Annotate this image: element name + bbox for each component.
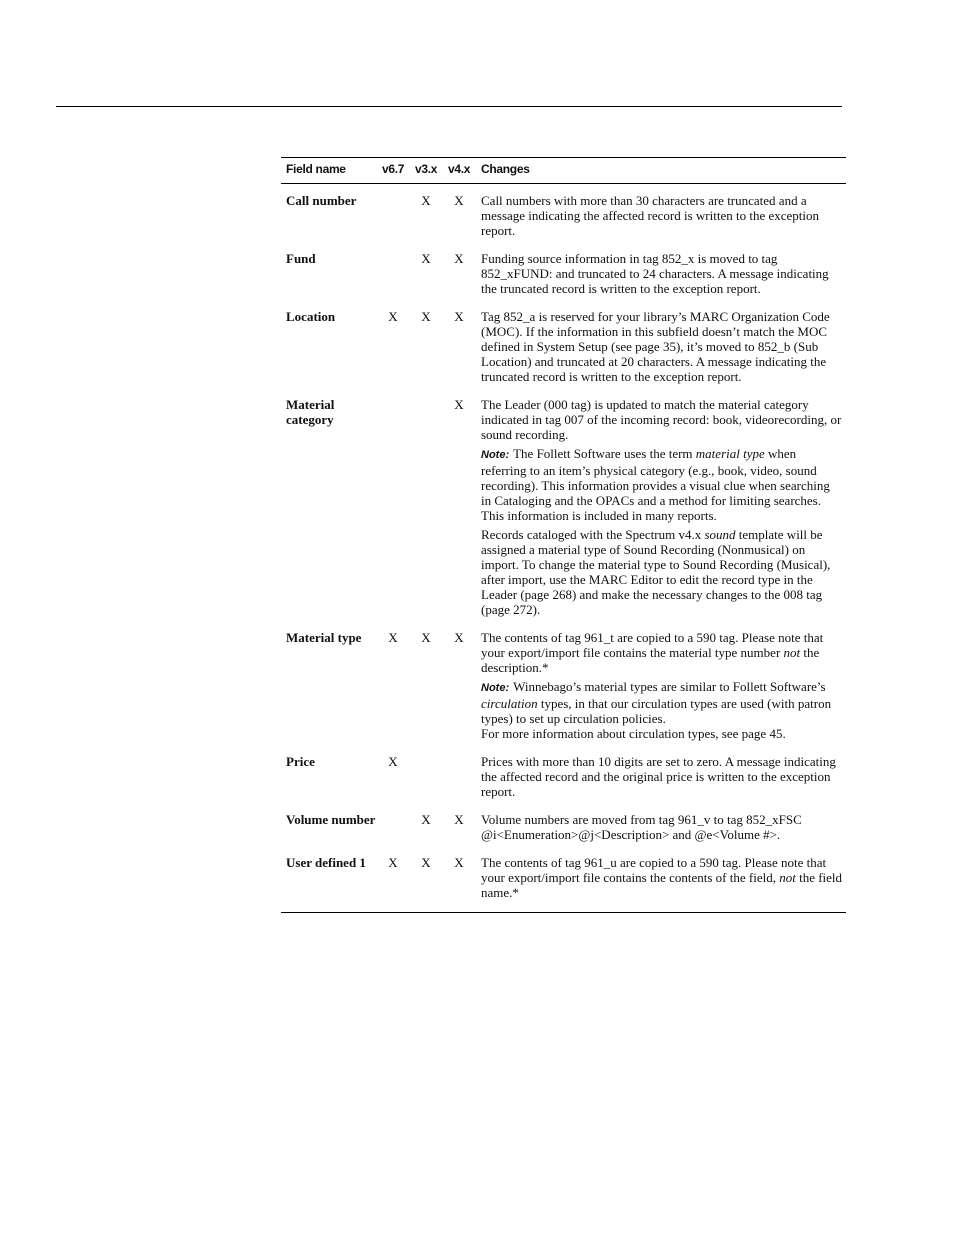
changes-cell bbox=[481, 754, 843, 799]
v67-mark: X bbox=[388, 855, 398, 870]
field-name: Fund bbox=[286, 251, 316, 266]
changes-text: Prices with more than 10 digits are set to zero. A message indicating the affected record and the original price is written to the exception report. bbox=[481, 754, 836, 799]
v3x-mark: X bbox=[421, 251, 431, 266]
changes-text: The contents of tag 961_t are copied to a 590 tag. Please note that your export/import file contains the material type number bbox=[481, 630, 824, 660]
v4x-mark: X bbox=[454, 251, 464, 266]
v67-mark: X bbox=[388, 630, 398, 645]
changes-paragraph bbox=[481, 630, 843, 675]
table-row bbox=[281, 754, 846, 799]
table-bottom-rule bbox=[281, 912, 846, 913]
v3x-mark: X bbox=[421, 309, 431, 324]
table-row bbox=[281, 309, 846, 384]
header-v67: v6.7 bbox=[382, 162, 405, 176]
changes-paragraph bbox=[481, 855, 843, 900]
v67-mark: X bbox=[388, 754, 398, 769]
extra-text: template will be assigned a material type of Sound Recording (Nonmusical) on import. To change the material type to Sound Recording (Musical), after import, use the MARC Editor to edit the record type in the Leader (page 268) and make the necessary changes to the 008 tag (page 272). bbox=[481, 527, 831, 617]
field-changes-table bbox=[281, 157, 846, 913]
changes-text: Call numbers with more than 30 characters are truncated and a message indicating the affected record is written to the exception report. bbox=[481, 193, 819, 238]
field-name: Volume number bbox=[286, 812, 376, 827]
v4x-mark: X bbox=[454, 193, 464, 208]
note-paragraph bbox=[481, 446, 843, 523]
header-field-name: Field name bbox=[286, 162, 346, 176]
v3x-mark: X bbox=[421, 630, 431, 645]
note-text: types, in that our circulation types are used (with patron types) to set up circulation policies. bbox=[481, 696, 832, 726]
note-text: Winnebago’s material types are similar to Follett Software’s bbox=[513, 679, 826, 694]
note-label: Note: bbox=[481, 449, 510, 461]
v3x-mark: X bbox=[421, 855, 431, 870]
table-row bbox=[281, 397, 846, 617]
changes-text: the description.* bbox=[481, 645, 820, 675]
changes-emphasis: not bbox=[779, 870, 796, 885]
header-changes: Changes bbox=[481, 162, 530, 176]
v3x-mark: X bbox=[421, 193, 431, 208]
v4x-mark: X bbox=[454, 812, 464, 827]
v67-mark: X bbox=[388, 309, 398, 324]
v3x-mark: X bbox=[421, 812, 431, 827]
table-row bbox=[281, 251, 846, 296]
v4x-mark: X bbox=[454, 630, 464, 645]
note-emphasis: circulation bbox=[481, 696, 538, 711]
note-text: when referring to an item’s physical category (e.g., book, video, sound recording). This information provides a visual clue when searching in Cataloging and the OPACs and a method for limiting searches. This information is included in many reports. bbox=[481, 446, 830, 523]
table-row bbox=[281, 630, 846, 741]
note-paragraph bbox=[481, 679, 843, 741]
changes-text: Funding source information in tag 852_x is moved to tag 852_xFUND: and truncated to 24 characters. A message indicating the truncated record is written to the exception report. bbox=[481, 251, 829, 296]
field-name: Location bbox=[286, 309, 336, 324]
changes-cell bbox=[481, 397, 843, 617]
note-text: For more information about circulation types, see page 45. bbox=[481, 726, 786, 741]
field-name: Price bbox=[286, 754, 315, 769]
changes-text: Tag 852_a is reserved for your library’s MARC Organization Code (MOC). If the information in this subfield doesn’t match the MOC defined in System Setup (see page 35), it’s moved to 852_b (Sub Location) and truncated at 20 characters. A message indicating the truncated record is written to the exception report. bbox=[481, 309, 830, 384]
table-row bbox=[281, 812, 846, 842]
changes-text: The Leader (000 tag) is updated to match the material category indicated in tag 007 of the incoming record: book, videorecording, or sound recording. bbox=[481, 397, 842, 442]
v4x-mark: X bbox=[454, 309, 464, 324]
field-name: Material type bbox=[286, 630, 362, 645]
changes-text: the field name.* bbox=[481, 870, 843, 900]
v4x-mark: X bbox=[454, 855, 464, 870]
extra-emphasis: sound bbox=[704, 527, 736, 542]
note-text: The Follett Software uses the term bbox=[513, 446, 696, 461]
field-name: Call number bbox=[286, 193, 357, 208]
extra-paragraph bbox=[481, 527, 843, 617]
page-header-rule bbox=[56, 106, 842, 107]
changes-text: Volume numbers are moved from tag 961_v to tag 852_xFSC @i<Enumeration>@j<Description> and @e<Volume #>. bbox=[481, 812, 802, 842]
v4x-mark: X bbox=[454, 397, 464, 412]
changes-cell bbox=[481, 855, 843, 900]
extra-text: Records cataloged with the Spectrum v4.x bbox=[481, 527, 705, 542]
field-name: Material category bbox=[286, 397, 335, 427]
field-name: User defined 1 bbox=[286, 855, 366, 870]
changes-cell bbox=[481, 309, 843, 384]
changes-cell bbox=[481, 251, 843, 296]
header-v3x: v3.x bbox=[415, 162, 438, 176]
table-row bbox=[281, 193, 846, 238]
note-label: Note: bbox=[481, 682, 510, 694]
table-row bbox=[281, 855, 846, 912]
changes-text: The contents of tag 961_u are copied to a 590 tag. Please note that your export/import file contains the contents of the field, bbox=[481, 855, 827, 885]
changes-cell bbox=[481, 812, 843, 842]
changes-emphasis: not bbox=[783, 645, 801, 660]
note-emphasis: material type bbox=[695, 446, 765, 461]
header-v4x: v4.x bbox=[448, 162, 471, 176]
table-header bbox=[281, 157, 846, 184]
changes-cell bbox=[481, 193, 843, 238]
changes-cell bbox=[481, 630, 843, 741]
